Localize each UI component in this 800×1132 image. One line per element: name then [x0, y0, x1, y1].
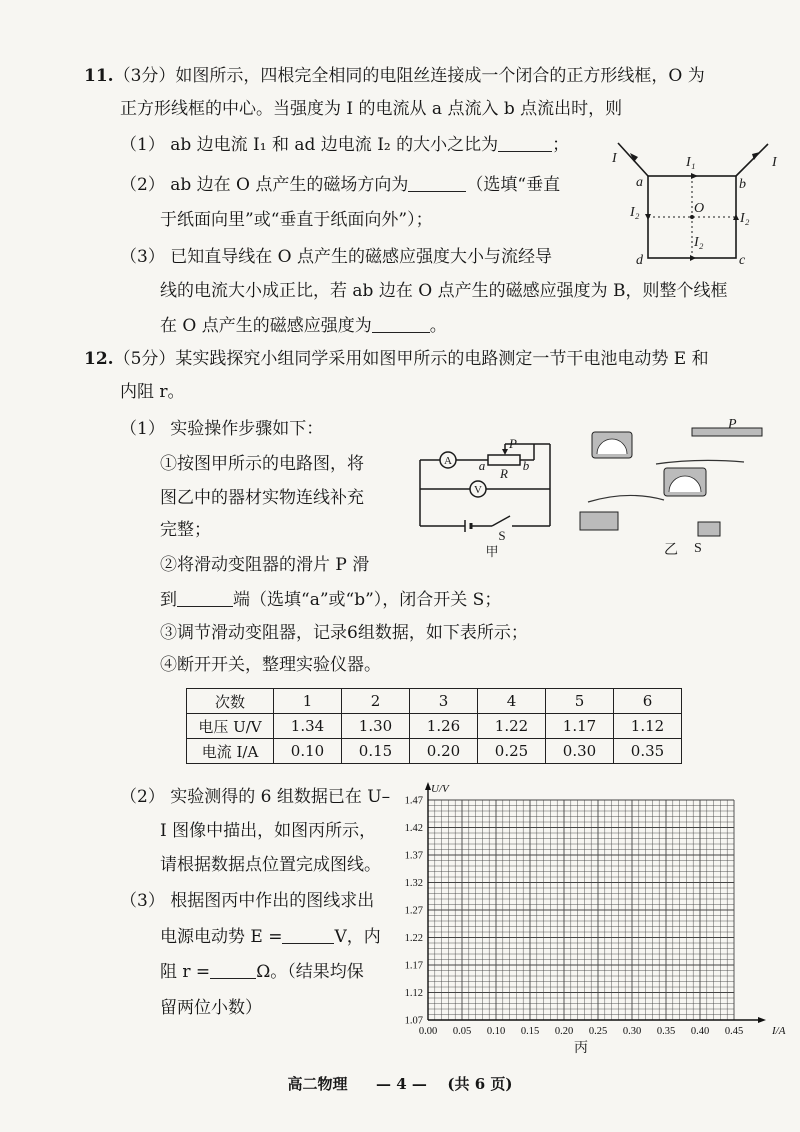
label-c: c [739, 253, 746, 268]
q12-step1-a: ①按图甲所示的电路图，将 [160, 454, 364, 474]
emf-unit: V，内 [334, 927, 381, 947]
apparatus-photo-yi [568, 418, 768, 558]
q12-score: （5分） [113, 349, 176, 369]
x-axis-label: I/A [772, 1025, 786, 1037]
q11-line1 [84, 68, 705, 85]
q12-sub1: （1） 实验操作步骤如下： [120, 419, 324, 439]
arrow-dc-icon [690, 255, 696, 261]
table-cell: 电流 I/A [187, 739, 274, 764]
table-cell: 0.35 [614, 739, 682, 764]
photo-S-label: S [694, 541, 702, 556]
q11-part2-option: （选填“垂直 [466, 175, 561, 195]
q12-number: 12. [84, 349, 114, 369]
q12-step3: ③调节滑动变阻器，记录6组数据，如下表所示； [160, 623, 528, 643]
data-table [186, 688, 682, 764]
label-I2-bottom: I₂ [694, 235, 704, 250]
label-I2-left: I₂ [630, 205, 640, 220]
q11-part2-blank[interactable] [408, 177, 466, 192]
y-tick-label: 1.17 [404, 960, 423, 972]
switch-label: S [498, 528, 506, 543]
resistance-unit: Ω。（结果均保 [256, 962, 364, 982]
y-tick-label: 1.27 [404, 905, 423, 917]
table-row-current [187, 739, 682, 764]
table-cell: 0.10 [274, 739, 342, 764]
label-a: a [636, 175, 643, 190]
q11-score: （3分） [113, 66, 176, 86]
resistance-label: 阻 r = [160, 962, 211, 982]
q12-sub2-a: （2） 实验测得的 6 组数据已在 U– [120, 787, 391, 807]
q12-step1-b: 图乙中的器材实物连线补充 [160, 488, 364, 508]
table-cell: 1.34 [274, 714, 342, 739]
q11-part2-text: （2） ab 边在 O 点产生的磁场方向为 [120, 175, 409, 195]
table-cell: 1 [274, 689, 342, 714]
emf-blank[interactable] [282, 929, 334, 944]
ammeter-label: A [444, 455, 452, 467]
square-frame-figure [608, 138, 788, 268]
table-row-header [187, 689, 682, 714]
q12-step1-c: 完整； [160, 520, 211, 540]
table-cell: 4 [478, 689, 546, 714]
table-cell: 1.17 [546, 714, 614, 739]
q11-part2 [120, 177, 560, 194]
footer-total: (共 6 页) [447, 1075, 513, 1093]
q11-part3-3 [160, 318, 447, 335]
rheostat-icon [488, 455, 520, 465]
q11-part3-end: 。 [429, 316, 447, 336]
y-tick-label: 1.37 [404, 850, 423, 862]
table-cell: 6 [614, 689, 682, 714]
x-tick-label: 0.25 [588, 1026, 608, 1037]
q11-part3-1: （3） 已知直导线在 O 点产生的磁感应强度大小与流经导 [120, 247, 552, 267]
table-cell: 次数 [187, 689, 274, 714]
y-tick-label: 1.22 [404, 933, 423, 944]
voltmeter-label: V [474, 484, 482, 496]
x-tick-label: 0.20 [554, 1026, 574, 1037]
rheostat-photo [692, 428, 762, 436]
emf-label: 电源电动势 E = [160, 927, 283, 947]
q11-part1-end: ； [552, 135, 570, 155]
y-tick-label: 1.07 [404, 1015, 423, 1027]
q12-text-2: 内阻 r。 [120, 382, 185, 402]
resistance-blank[interactable] [210, 964, 256, 979]
photo-caption: 乙 [664, 541, 678, 557]
q12-step2-post: 端（选填“a”或“b”），闭合开关 S； [233, 590, 502, 610]
q12-step2-pre: 到 [160, 590, 177, 610]
q12-sub3-a: （3） 根据图丙中作出的图线求出 [120, 891, 375, 911]
x-tick-label: 0.40 [690, 1026, 710, 1037]
y-tick-label: 1.47 [404, 795, 423, 807]
label-I1: I₁ [686, 155, 696, 170]
q12-step2-blank[interactable] [177, 592, 233, 607]
photo-P-label: P [728, 417, 737, 432]
q11-part1-text: （1） ab 边电流 I₁ 和 ad 边电流 I₂ 的大小之比为 [120, 135, 499, 155]
circuit-caption: 甲 [485, 544, 499, 559]
footer-page: — 4 — [376, 1075, 427, 1093]
q12-line1 [84, 351, 709, 368]
switch-icon [492, 516, 510, 526]
x-tick-label: 0.00 [418, 1026, 438, 1037]
x-tick-label: 0.45 [724, 1026, 744, 1037]
rheostat-label: R [500, 466, 508, 481]
label-I2-right: I₂ [740, 211, 750, 226]
q12-sub3-c [160, 964, 364, 981]
table-cell: 3 [410, 689, 478, 714]
q12-text-1: 某实践探究小组同学采用如图甲所示的电路测定一节干电池电动势 E 和 [175, 349, 709, 369]
footer-subject: 高二物理 [287, 1075, 348, 1093]
circuit-diagram-jia [410, 436, 560, 566]
ui-graph-bing [370, 782, 786, 1064]
q12-sub3-d: 留两位小数） [160, 998, 262, 1018]
table-cell: 0.15 [342, 739, 410, 764]
x-tick-label: 0.15 [520, 1026, 540, 1037]
page-footer [0, 1073, 800, 1094]
table-cell: 电压 U/V [187, 714, 274, 739]
x-tick-label: 0.30 [622, 1026, 642, 1037]
label-O: O [694, 201, 705, 216]
q12-step2-a: ②将滑动变阻器的滑片 P 滑 [160, 555, 370, 575]
q12-sub2-b: I 图像中描出，如图丙所示， [160, 821, 377, 841]
q11-part1-blank[interactable] [498, 137, 552, 152]
y-axis-label: U/V [431, 783, 449, 795]
q11-part3-blank[interactable] [372, 318, 430, 333]
table-row-voltage [187, 714, 682, 739]
q11-part3-text: 在 O 点产生的磁感应强度为 [160, 316, 372, 336]
table-cell: 0.25 [478, 739, 546, 764]
switch-photo [698, 522, 720, 536]
table-cell: 0.30 [546, 739, 614, 764]
q11-text-2: 正方形线框的中心。当强度为 I 的电流从 a 点流入 b 点流出时，则 [120, 99, 623, 119]
arrow-ad-icon [645, 214, 651, 220]
label-I-out: I [772, 155, 777, 170]
q12-sub3-b [160, 929, 381, 946]
chart-caption: 丙 [574, 1039, 588, 1055]
q11-part1 [120, 137, 569, 154]
q11-part2-cont: 于纸面向里”或“垂直于纸面向外”）； [160, 210, 433, 230]
x-tick-label: 0.35 [656, 1026, 676, 1037]
rheostat-end-b: b [522, 458, 530, 473]
x-tick-label: 0.05 [452, 1026, 472, 1037]
arrow-ab-icon [691, 173, 698, 179]
q12-step4: ④断开开关，整理实验仪器。 [160, 655, 381, 675]
label-d: d [636, 253, 643, 268]
table-cell: 5 [546, 689, 614, 714]
table-cell: 2 [342, 689, 410, 714]
q11-part3-2: 线的电流大小成正比，若 ab 边在 O 点产生的磁感应强度为 B，则整个线框 [160, 281, 728, 301]
y-tick-label: 1.12 [404, 988, 423, 999]
x-axis-arrow-icon [758, 1017, 766, 1023]
q12-sub2-c: 请根据数据点位置完成图线。 [160, 855, 381, 875]
q11-number: 11. [84, 66, 114, 86]
slider-label: P [509, 436, 517, 451]
table-cell: 1.12 [614, 714, 682, 739]
y-tick-label: 1.42 [404, 823, 423, 834]
table-cell: 1.26 [410, 714, 478, 739]
x-tick-label: 0.10 [486, 1026, 506, 1037]
q11-text-1: 如图所示，四根完全相同的电阻丝连接成一个闭合的正方形线框，O 为 [175, 66, 705, 86]
table-cell: 0.20 [410, 739, 478, 764]
label-I-in: I [612, 151, 617, 166]
table-cell: 1.22 [478, 714, 546, 739]
q12-step2-b [160, 592, 501, 609]
label-b: b [739, 177, 746, 192]
y-tick-label: 1.32 [404, 878, 423, 889]
output-wire [736, 144, 768, 176]
rheostat-end-a: a [478, 458, 486, 473]
table-cell: 1.30 [342, 714, 410, 739]
battery-photo [580, 512, 618, 530]
